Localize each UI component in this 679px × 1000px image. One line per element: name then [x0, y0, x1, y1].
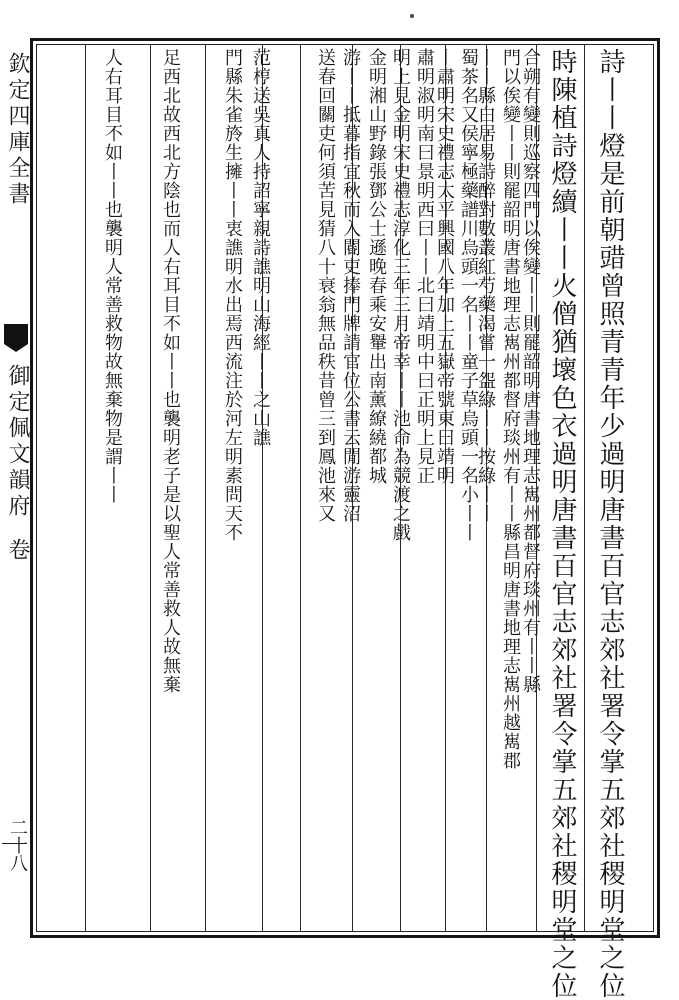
text-column-13: 范梈送吳真人持詔寧親詩譙明山海經丨丨之山譙: [250, 48, 271, 447]
fishtail-notch: [4, 344, 28, 352]
page-margin: [0, 38, 30, 938]
text-column-11: 游丨丨抵暮指宜秋而入閽吏捧門牌請官位公書云閒游靈沼: [340, 48, 361, 523]
text-column-9: 明上見金明宋史禮志淳化三年三月帝幸丨丨池命為競渡之戲: [390, 48, 411, 542]
column-rule: [205, 44, 206, 932]
text-column-1: 詩丨丨燈是前朝䜺曾照青青年少過明唐書百官志郊社署令掌五郊社稷明堂之位: [595, 48, 625, 1000]
text-column-12: 送春回關吏何須苦見猜八十衰翁無品秩昔曾三到鳳池來又: [315, 48, 336, 523]
text-column-4: 門以俟變丨丨則罷韶明唐書地理志嶲州都督府琰州有丨丨縣昌明唐書地理志嶲州越嶲郡: [500, 48, 521, 770]
page-number: 二十八: [7, 818, 28, 872]
book-title: 欽定四庫全書: [5, 52, 30, 208]
text-column-14: 門縣朱雀旍生擁丨丨衷譙明水出焉西流注於河左明素問天不: [222, 48, 243, 542]
text-column-8: 肅明淑明南曰景明西曰丨丨北曰靖明中曰正明上見正: [414, 48, 435, 485]
book-subtitle: 御定佩文韻府: [5, 364, 30, 520]
text-column-16: 人右耳目不如丨丨也襲明人常善救物故無棄物是謂丨丨: [102, 48, 123, 504]
volume-marker: 卷: [5, 538, 30, 564]
text-column-10: 金明湘山野錄張鄧公士遜晚春乘安轝出南薰繚繞都城: [366, 48, 387, 485]
text-column-15: 足西北故西北方陰也而人右耳目不如丨丨也襲明老子是以聖人常善救人故無棄: [160, 48, 181, 694]
text-column-2: 時陳植詩燈續丨丨火僧猶壞色衣過明唐書百官志郊社署令掌五郊社稷明堂之位: [547, 48, 577, 1000]
text-column-5: 丨丨縣白居易詩醉對數叢紅芍藥渴嘗一盌綠丨丨按綠丨丨: [475, 48, 496, 523]
text-column-7: 丨肅明宋史禮志太平興國八年加上五嶽帝號東曰靖明: [434, 48, 455, 485]
column-rule: [85, 44, 86, 932]
text-column-3: 合朔有變則巡察四門以俟變丨丨則罷韶明唐書地理志嶲州都督府琰州有丨丨縣: [520, 48, 541, 694]
column-rule: [584, 44, 585, 932]
column-rule: [300, 44, 301, 932]
ink-spot: [410, 14, 414, 18]
text-column-6: 蜀茶名又侯寧極藥譜川烏頭一名丨丨童子草烏頭一名小丨丨: [458, 48, 479, 542]
